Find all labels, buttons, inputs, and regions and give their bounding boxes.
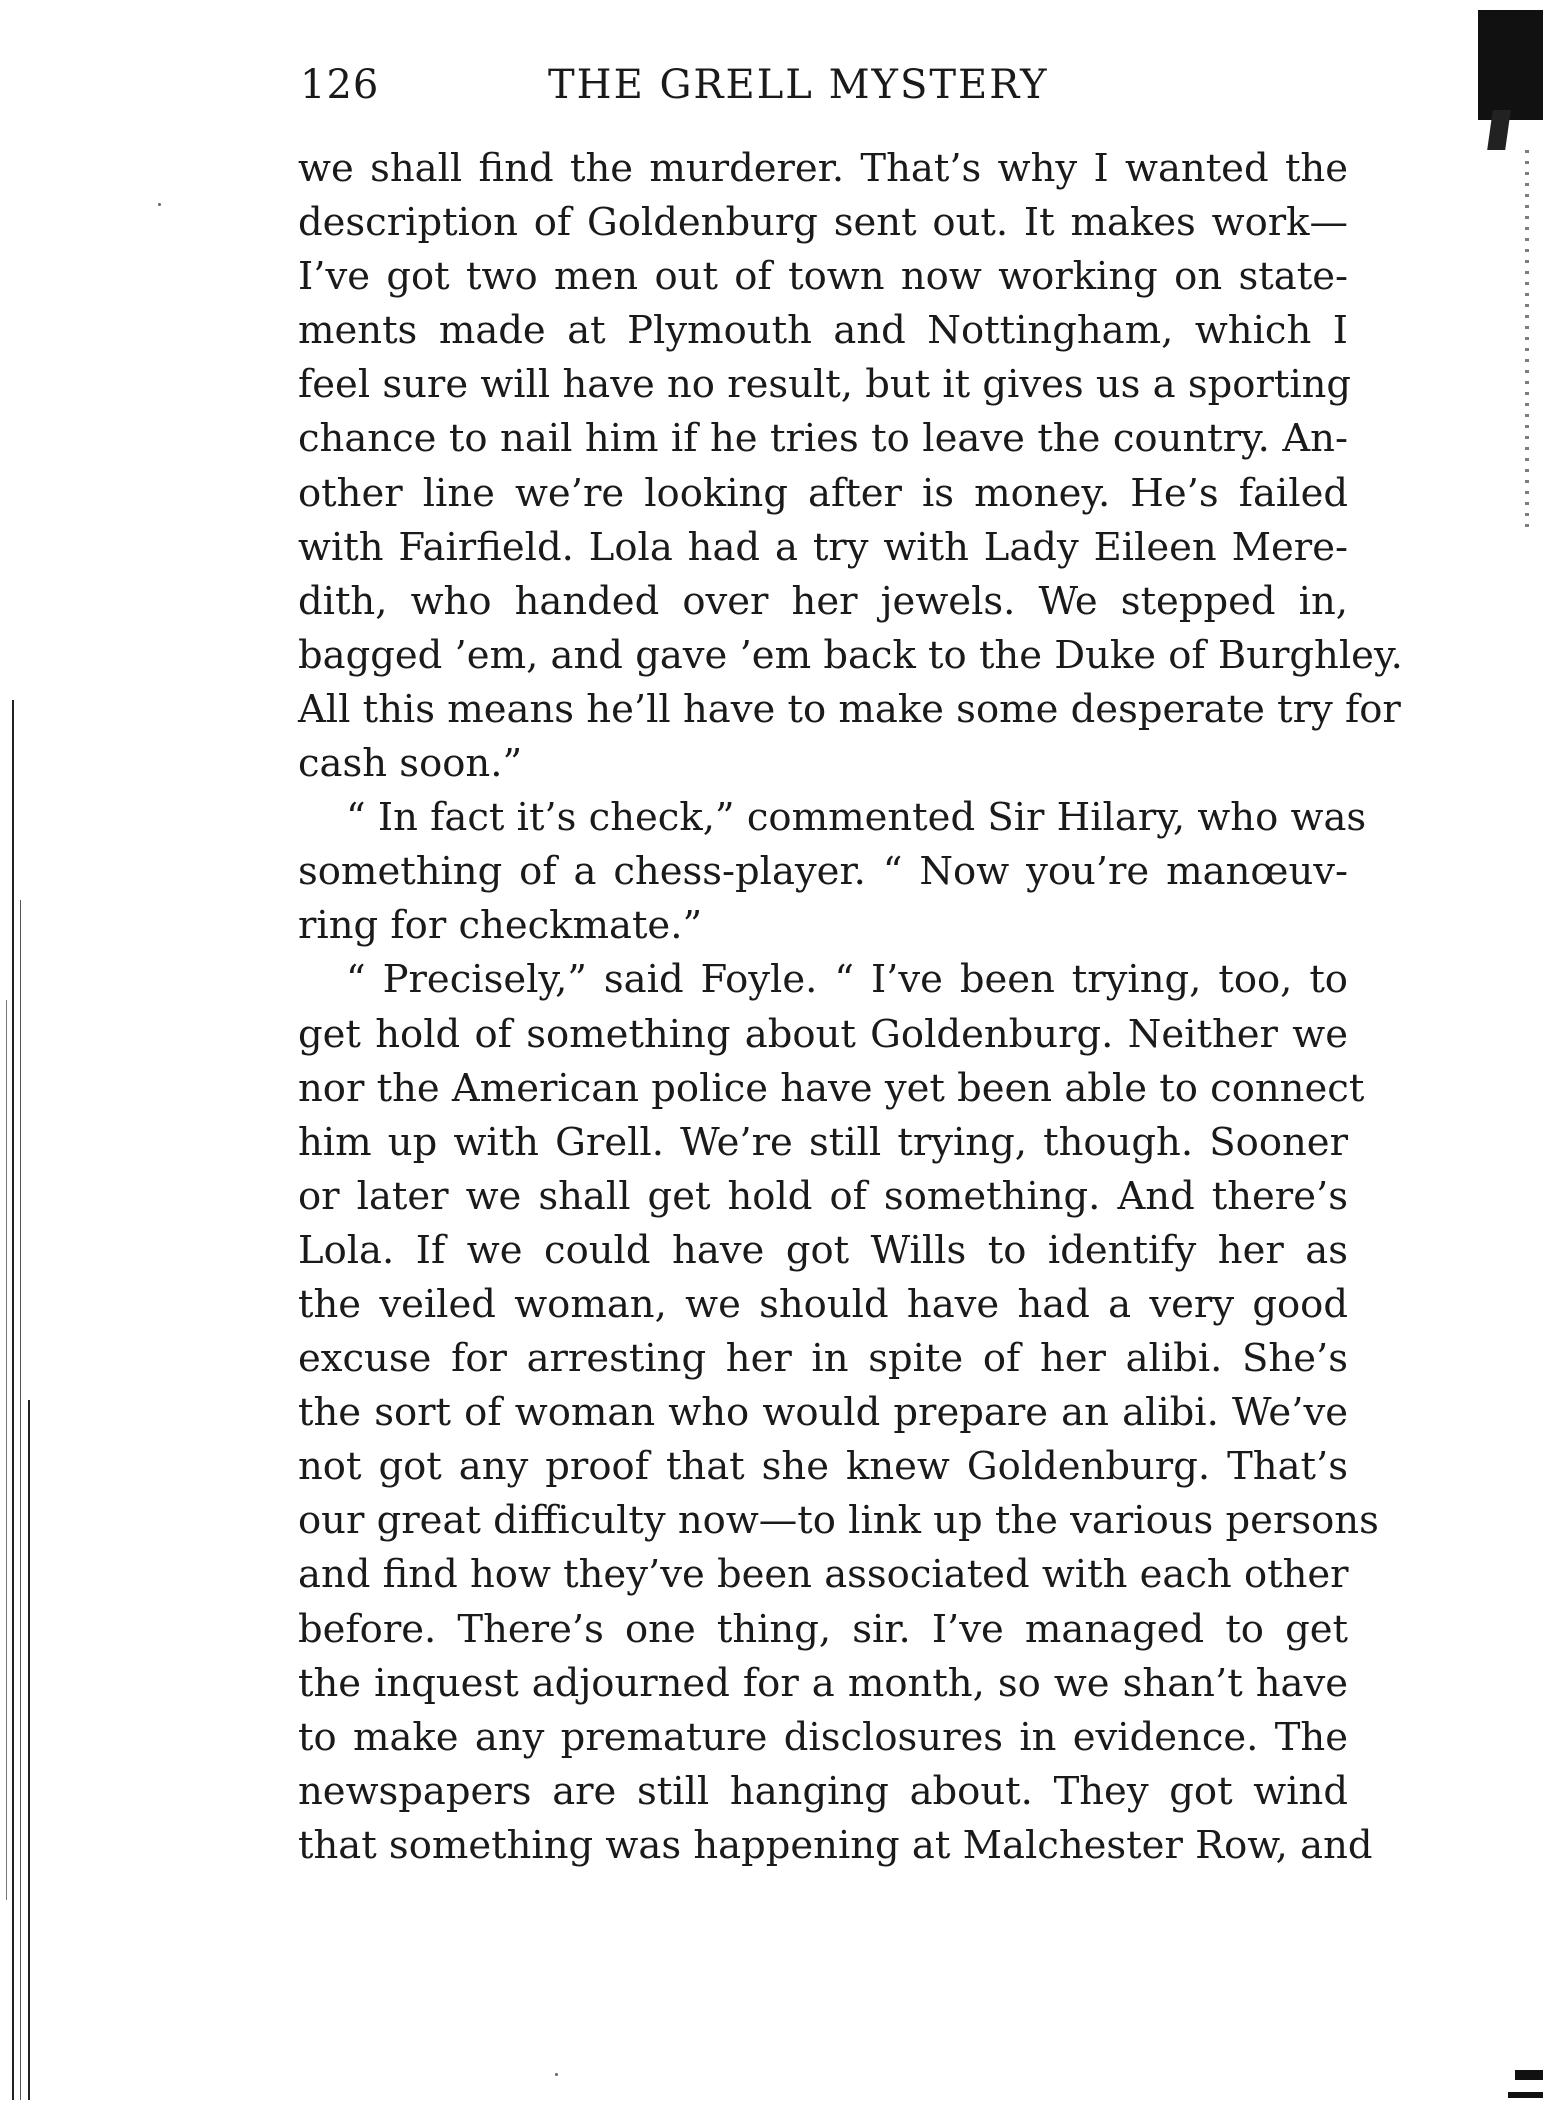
scan-speck [555,2073,558,2076]
text-line: or later we shall get hold of something. And there’s [298,1173,1348,1219]
scan-speck [158,203,161,206]
scan-edge-shadow [1478,10,1543,120]
text-line: Lola. If we could have got Wills to identify her as [298,1227,1348,1273]
text-line: ring for checkmate.” [298,903,703,949]
binding-line [20,900,21,2100]
binding-line [28,1400,30,2100]
text-line: the veiled woman, we should have had a very good [298,1281,1348,1327]
text-line: the sort of woman who would prepare an alibi. We’ve [298,1390,1348,1436]
paragraph [298,953,1379,1873]
text-line: and find how they’ve been associated with each other [298,1552,1349,1598]
paragraph [298,142,1403,791]
text-line: feel sure will have no result, but it gives us a sporting [298,362,1352,408]
text-line: with Fairfield. Lola had a try with Lady Eileen Mere- [298,524,1348,570]
text-line: get hold of something about Goldenburg. Neither we [298,1011,1348,1057]
page-number: 126 [300,62,380,108]
text-line: that something was happening at Malchester Row, and [298,1822,1373,1868]
text-line: excuse for arresting her in spite of her alibi. She’s [298,1336,1348,1382]
text-line: our great difficulty now—to link up the various persons [298,1498,1379,1544]
text-line: description of Goldenburg sent out. It makes work— [298,200,1348,246]
text-line: bagged ’em, and gave ’em back to the Duke of Burghley. [298,632,1403,678]
text-line: the inquest adjourned for a month, so we shan’t have [298,1660,1348,1706]
body-text [298,142,1403,1873]
text-line: newspapers are still hanging about. They got wind [298,1768,1348,1814]
text-line: “ Precisely,” said Foyle. “ I’ve been trying, too, to [346,957,1348,1003]
text-line: dith, who handed over her jewels. We stepped in, [298,578,1348,624]
text-line: to make any premature disclosures in evidence. The [298,1714,1348,1760]
binding-line [12,700,14,2100]
binding-line [6,1000,7,1900]
running-head: THE GRELL MYSTERY [548,62,1049,108]
text-line: not got any proof that she knew Goldenburg. That’s [298,1444,1348,1490]
scan-edge-shadow [1508,2092,1543,2098]
page-header [300,62,1350,122]
text-line: ments made at Plymouth and Nottingham, which I [298,308,1348,354]
text-line: before. There’s one thing, sir. I’ve managed to get [298,1606,1348,1652]
text-line: cash soon.” [298,741,523,787]
text-line: we shall find the murderer. That’s why I wanted the [298,146,1348,191]
scan-edge-shadow [1515,2070,1543,2080]
text-line: “ In fact it’s check,” commented Sir Hilary, who was [346,795,1367,841]
text-line: nor the American police have yet been able to connect [298,1065,1365,1111]
text-line: him up with Grell. We’re still trying, though. Sooner [298,1119,1348,1165]
scan-edge-specks [1525,150,1529,530]
text-line: I’ve got two men out of town now working on state- [298,254,1348,300]
text-line: chance to nail him if he tries to leave the country. An- [298,416,1348,462]
text-line: something of a chess-player. “ Now you’re manœuv- [298,849,1348,895]
text-line: All this means he’ll have to make some desperate try for [298,686,1401,732]
text-line: other line we’re looking after is money. He’s failed [298,470,1348,516]
paragraph [298,791,1367,953]
